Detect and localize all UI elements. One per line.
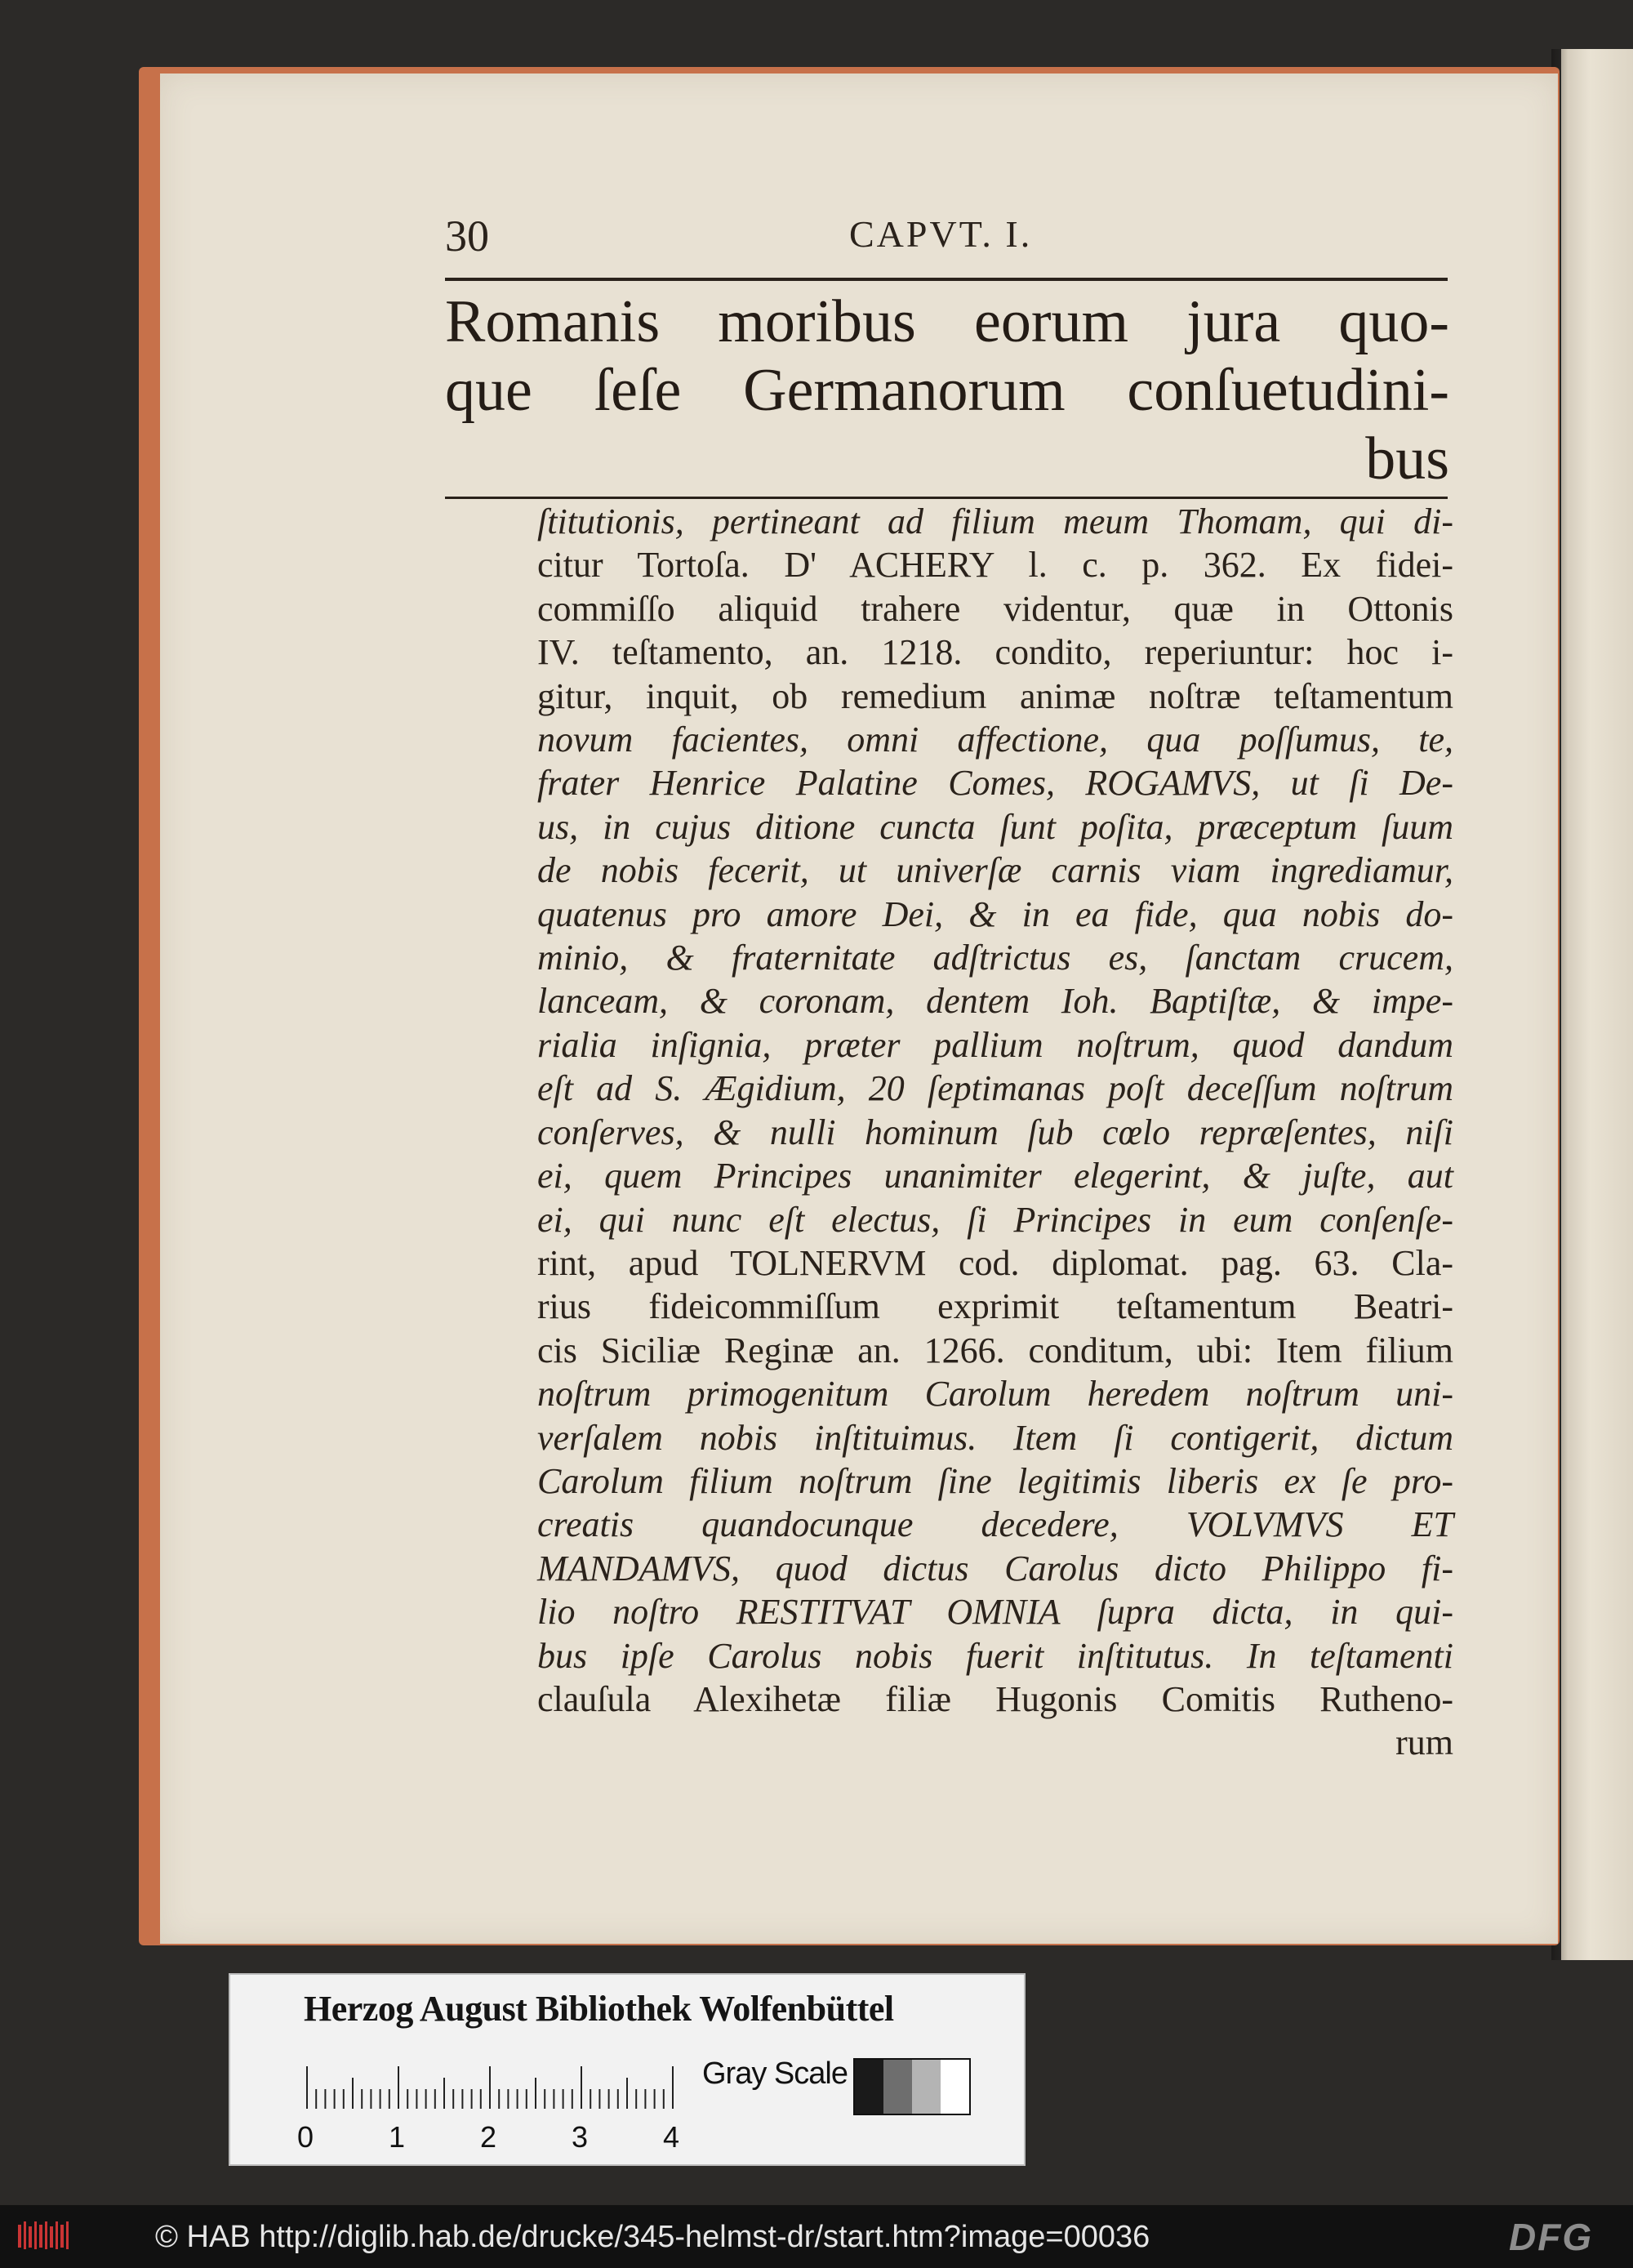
color-target-card — [229, 1973, 1026, 2166]
body-line: IV. teſtamento, an. 1218. condito, reperiuntur: hoc i- — [537, 632, 1453, 673]
body-line: MANDAMVS, quod dictus Carolus dicto Philippo fi- — [537, 1548, 1453, 1588]
library-name: Herzog August Bibliothek Wolfenbüttel — [304, 1989, 894, 2029]
adjacent-page — [1561, 49, 1633, 1960]
body-line: cis Siciliæ Reginæ an. 1266. conditum, ubi: Item filium — [537, 1330, 1453, 1370]
body-line: ei, quem Principes unanimiter elegerint, & juſte, aut — [537, 1156, 1453, 1196]
body-line: frater Henrice Palatine Comes, ROGAMVS, ut ſi De- — [537, 763, 1453, 804]
body-line: rum — [1395, 1722, 1453, 1763]
body-line: verſalem nobis inſtituimus. Item ſi contigerit, dictum — [537, 1417, 1453, 1458]
body-line: noſtrum primogenitum Carolum heredem noſtrum uni- — [537, 1374, 1453, 1415]
running-head — [445, 211, 1445, 268]
body-text — [537, 500, 1453, 1765]
gray-scale-swatches — [853, 2058, 971, 2115]
ruler-number: 3 — [572, 2120, 589, 2154]
body-line: commiſſo aliquid trahere videntur, quæ in Ottonis — [537, 588, 1453, 629]
body-line: rint, apud TOLNERVM cod. diplomat. pag. 63. Cla- — [537, 1242, 1453, 1283]
body-line: Carolum filium noſtrum ſine legitimis liberis ex ſe pro- — [537, 1460, 1453, 1501]
margin-line: bus — [1365, 426, 1449, 492]
hab-barcode-logo-icon — [16, 2220, 75, 2252]
body-line: ei, qui nunc eſt electus, ſi Principes in eum conſenſe- — [537, 1199, 1453, 1240]
margin-line: Romanis moribus eorum jura quo- — [445, 288, 1449, 355]
gray-swatch — [883, 2060, 912, 2114]
gray-swatch — [912, 2060, 941, 2114]
margin-heading — [445, 287, 1449, 493]
body-line: citur Tortoſa. D' ACHERY l. c. p. 362. Ex fidei- — [537, 545, 1453, 586]
body-line: rialia inſignia, præter pallium noſtrum, quod dandum — [537, 1024, 1453, 1065]
chapter-heading: CAPVT. I. — [849, 213, 1033, 255]
margin-rule — [445, 497, 1448, 499]
margin-line: que ſeſe Germanorum conſuetudini- — [445, 357, 1449, 424]
page-number: 30 — [445, 212, 489, 261]
ruler-number: 1 — [389, 2120, 406, 2154]
ruler-numbers — [297, 2120, 705, 2153]
body-line: creatis quandocunque decedere, VOLVMVS ET — [537, 1504, 1453, 1545]
ruler-number: 0 — [297, 2120, 314, 2154]
body-line: gitur, inquit, ob remedium animæ noſtræ teſtamentum — [537, 675, 1453, 716]
gray-swatch — [855, 2060, 883, 2114]
body-line: rius fideicommiſſum exprimit teſtamentum Beatri- — [537, 1286, 1453, 1327]
dfg-logo: DFG — [1509, 2216, 1594, 2258]
gray-scale-label: Gray Scale — [702, 2056, 848, 2091]
body-line: lio noſtro RESTITVAT OMNIA ſupra dicta, in qui- — [537, 1592, 1453, 1633]
body-line: quatenus pro amore Dei, & in ea fide, qua nobis do- — [537, 893, 1453, 934]
footer-credit-link[interactable]: © HAB http://diglib.hab.de/drucke/345-helmst-dr/start.htm?image=00036 — [155, 2220, 1150, 2254]
body-line: ſtitutionis, pertineant ad filium meum Thomam, qui di- — [537, 501, 1453, 541]
body-line: us, in cujus ditione cuncta ſunt poſita, præceptum ſuum — [537, 806, 1453, 847]
header-rule — [445, 278, 1448, 281]
body-line: eſt ad S. Ægidium, 20 ſeptimanas poſt deceſſum noſtrum — [537, 1068, 1453, 1109]
body-line: de nobis fecerit, ut univerſæ carnis viam ingrediamur, — [537, 850, 1453, 891]
body-line: bus ipſe Carolus nobis fuerit inſtitutus. In teſtamenti — [537, 1635, 1453, 1676]
gray-swatch — [941, 2060, 969, 2114]
body-line: novum facientes, omni affectione, qua poſſumus, te, — [537, 720, 1453, 760]
body-line: minio, & fraternitate adſtrictus es, ſanctam crucem, — [537, 938, 1453, 978]
body-line: conſerves, & nulli hominum ſub cœlo repræſentes, niſi — [537, 1112, 1453, 1152]
body-line: clauſula Alexihetæ filiæ Hugonis Comitis Rutheno- — [537, 1678, 1453, 1719]
ruler-number: 2 — [480, 2120, 497, 2154]
body-line: lanceam, & coronam, dentem Ioh. Baptiſtæ, & impe- — [537, 981, 1453, 1022]
ruler-number: 4 — [663, 2120, 680, 2154]
